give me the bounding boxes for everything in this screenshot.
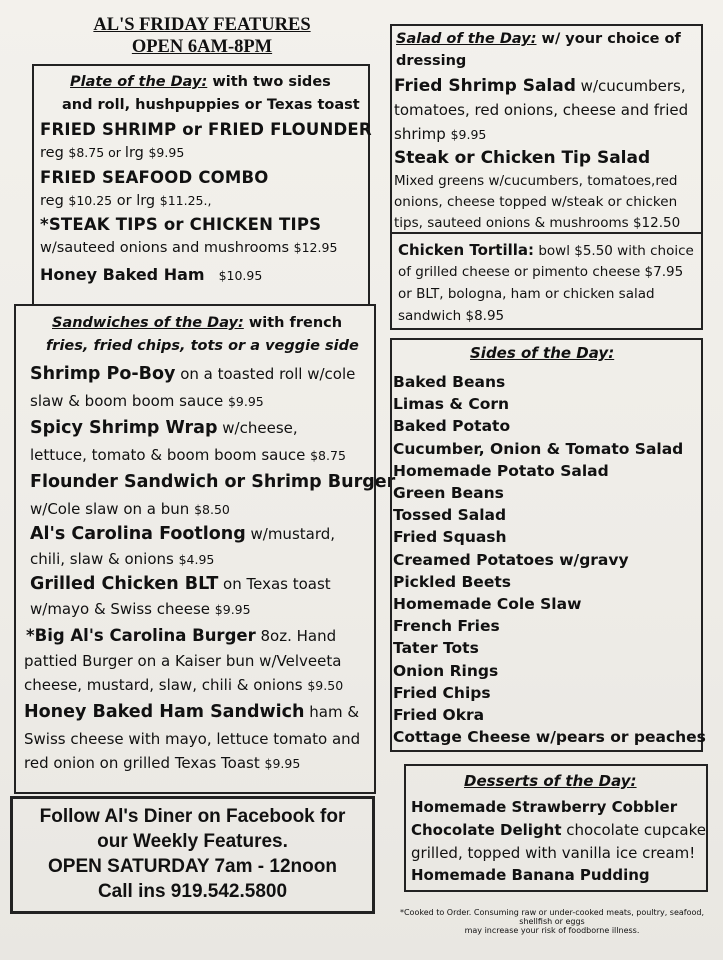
salad-desc-line [394, 215, 680, 231]
salad-price: $9.95 [450, 127, 487, 142]
desserts-box [404, 764, 708, 892]
sandwiches-title-rest: with french [243, 315, 343, 331]
side-item: Tater Tots [393, 639, 479, 658]
sandwich-price: $9.95 [214, 602, 251, 617]
sandwich-desc: red onion on grilled Texas Toast [24, 754, 265, 772]
sandwich-desc-line: pattied Burger on a Kaiser bun w/Velveeta [24, 652, 342, 670]
price-lrg-value: $9.95 [148, 145, 185, 160]
side-item: Fried Okra [393, 706, 485, 724]
salad-name: Fried Shrimp Salad [394, 76, 576, 96]
side-item: Baked Potato [393, 417, 511, 436]
sandwich-item [30, 524, 335, 544]
honey-ham-name: Honey Baked Ham [40, 265, 205, 284]
sandwich-desc: w/mayo & Swiss cheese [30, 600, 215, 618]
sandwich-name: Flounder Sandwich or Shrimp Burger [30, 472, 396, 492]
dessert-desc: chocolate cupcake [561, 821, 706, 839]
side-item: Fried Chips [393, 683, 491, 702]
salad-of-the-day-box [390, 24, 703, 234]
tortilla-name: Chicken Tortilla: [398, 241, 535, 259]
sandwich-desc: w/Cole slaw on a bun [30, 500, 195, 518]
side-item: Pickled Beets [393, 572, 511, 591]
side-item: Creamed Potatoes w/gravy [393, 550, 629, 569]
sandwiches-subtitle: fries, fried chips, tots or a veggie side [46, 338, 359, 354]
salad-title-line2: dressing [396, 53, 467, 69]
follow-facebook-box [10, 796, 375, 914]
foodborne-illness-disclaimer [384, 908, 720, 935]
price-lrg-value: $11.25., [159, 193, 212, 208]
steak-tips-desc: w/sauteed onions and mushrooms [40, 240, 294, 256]
salad-price: $12.50 [632, 215, 681, 231]
sandwich-desc-line [30, 446, 346, 464]
saturday-hours: OPEN SATURDAY 7am - 12noon [48, 856, 337, 877]
sandwich-item [30, 472, 395, 492]
salad-title-label: Salad of the Day: [396, 31, 537, 47]
sandwich-name: Al's Carolina Footlong [30, 524, 246, 544]
side-item: Fried Squash [393, 528, 507, 547]
sandwich-desc: cheese, mustard, slaw, chili & onions [24, 676, 308, 694]
sandwich-item [30, 418, 298, 438]
menu-title: AL'S FRIDAY FEATURES [93, 15, 311, 35]
plate-title-label: Plate of the Day: [70, 74, 208, 90]
side-item: Limas & Corn [393, 395, 510, 414]
follow-line-2: our Weekly Features. [97, 831, 288, 852]
steak-tips-price: $12.95 [293, 240, 338, 255]
sandwich-price: $9.95 [227, 394, 264, 409]
side-item: Baked Beans [393, 373, 506, 391]
sandwich-price: $9.50 [307, 678, 344, 693]
plate-title-rest: with two sides [207, 74, 331, 90]
salad-desc-line [394, 125, 486, 143]
side-item: Cottage Cheese w/pears or peaches [393, 728, 706, 747]
sandwiches-title [52, 315, 342, 331]
sandwich-desc-line [30, 392, 264, 410]
plate-item-honey-ham [40, 265, 262, 284]
sandwich-item [30, 364, 355, 384]
desserts-title: Desserts of the Day: [464, 772, 637, 790]
follow-line-1: Follow Al's Diner on Facebook for [39, 806, 346, 827]
sides-of-the-day-box [390, 338, 706, 752]
sandwich-name: *Big Al's Carolina Burger [26, 626, 256, 645]
sandwich-desc: chili, slaw & onions [30, 550, 179, 568]
side-item: Green Beans [393, 484, 504, 502]
salad-desc-line: Mixed greens w/cucumbers, tomatoes,red [394, 173, 678, 189]
plate-item-seafood-combo: FRIED SEAFOOD COMBO [40, 168, 269, 187]
plate-item-fried-shrimp: FRIED SHRIMP or FRIED FLOUNDER [40, 120, 372, 139]
sandwich-desc-line [30, 600, 251, 618]
dessert-desc-line: grilled, topped with vanilla ice cream! [411, 844, 696, 862]
sandwich-desc: lettuce, tomato & boom boom sauce [30, 446, 311, 464]
price-lrg-label: lrg [124, 145, 149, 161]
sides-title: Sides of the Day: [470, 344, 615, 362]
salad-desc: tips, sauteed onions & mushrooms [394, 215, 633, 231]
salad-desc-line: onions, cheese topped w/steak or chicken [394, 194, 678, 210]
side-item: Onion Rings [393, 661, 499, 680]
disclaimer-line-1: *Cooked to Order. Consuming raw or under-cooked meats, poultry, seafood, shellfish or eggs [399, 908, 705, 926]
plate-item-steak-tips: *STEAK TIPS or CHICKEN TIPS [40, 215, 322, 234]
sandwich-desc: w/mustard, [245, 525, 336, 543]
side-item: Cucumber, Onion & Tomato Salad [393, 439, 684, 458]
tortilla-line-3: or BLT, bologna, ham or chicken salad [398, 286, 655, 302]
salad-title [396, 31, 681, 47]
menu-hours: OPEN 6AM-8PM [131, 37, 273, 57]
side-item: French Fries [393, 617, 500, 636]
tortilla-line-4: sandwich $8.95 [398, 308, 505, 324]
plate-item-fried-shrimp-price [40, 145, 184, 161]
sandwich-name: Shrimp Po-Boy [30, 364, 176, 384]
sandwich-item-ham [24, 702, 359, 722]
price-reg-value: $8.75 or [68, 145, 125, 160]
salad-item-steak-chicken: Steak or Chicken Tip Salad [394, 148, 651, 168]
dessert-item: Homemade Banana Pudding [411, 866, 650, 884]
price-reg-value: $10.25 [68, 193, 113, 208]
side-item: Tossed Salad [393, 506, 507, 525]
tortilla-desc: bowl $5.50 with choice [534, 243, 694, 259]
sandwich-price: $9.95 [264, 756, 301, 771]
price-reg-label: reg [40, 193, 69, 209]
sandwich-desc: on Texas toast [218, 575, 331, 593]
sandwich-desc: slaw & boom boom sauce [30, 392, 228, 410]
dessert-item: Homemade Strawberry Cobbler [411, 798, 678, 816]
price-lrg-label: or lrg [112, 193, 160, 209]
price-reg-label: reg [40, 145, 69, 161]
sandwich-name: Honey Baked Ham Sandwich [24, 702, 305, 722]
sandwich-desc-line [30, 550, 214, 568]
salad-desc-line: tomatoes, red onions, cheese and fried [394, 101, 689, 119]
dessert-item [411, 821, 706, 839]
sandwich-desc: ham & [304, 703, 360, 721]
salad-desc: shrimp [394, 125, 451, 143]
sandwich-price: $8.50 [194, 502, 230, 517]
sandwich-price: $4.95 [178, 552, 215, 567]
tortilla-line-2: of grilled cheese or pimento cheese $7.95 [398, 264, 684, 280]
sandwich-desc-line [24, 676, 343, 694]
sandwich-name: Grilled Chicken BLT [30, 574, 219, 594]
sandwich-price: $8.75 [310, 448, 346, 463]
salad-desc: w/cucumbers, [575, 77, 686, 95]
chicken-tortilla-box [390, 232, 703, 330]
honey-ham-price: $10.95 [218, 268, 263, 283]
side-item: Homemade Potato Salad [393, 461, 609, 480]
sandwich-desc-line [24, 754, 300, 772]
side-item: Homemade Cole Slaw [393, 595, 582, 613]
call-in-phone: Call ins 919.542.5800 [97, 881, 288, 902]
sandwich-desc: on a toasted roll w/cole [175, 365, 356, 383]
sandwich-desc-line [30, 500, 230, 518]
sandwich-desc: w/cheese, [217, 419, 298, 437]
plate-of-the-day-box [32, 64, 370, 306]
sandwich-name: Spicy Shrimp Wrap [30, 418, 218, 438]
sandwich-desc-line: Swiss cheese with mayo, lettuce tomato and [24, 730, 361, 748]
salad-item-fried-shrimp [394, 76, 686, 96]
tortilla-line-1 [398, 240, 694, 259]
disclaimer-line-2: may increase your risk of foodborne illness. [464, 926, 640, 935]
sandwiches-title-label: Sandwiches of the Day: [52, 315, 244, 331]
plate-title [70, 74, 331, 90]
plate-subtitle: and roll, hushpuppies or Texas toast [62, 97, 360, 113]
dessert-name: Chocolate Delight [411, 821, 562, 839]
sandwich-item-big-al [26, 626, 336, 645]
sandwich-item [30, 574, 331, 594]
sandwich-desc: 8oz. Hand [255, 627, 337, 645]
sandwiches-box [14, 304, 396, 794]
salad-title-rest: w/ your choice of [536, 31, 681, 47]
plate-item-seafood-combo-price [40, 193, 211, 209]
plate-item-steak-tips-desc [40, 240, 337, 256]
